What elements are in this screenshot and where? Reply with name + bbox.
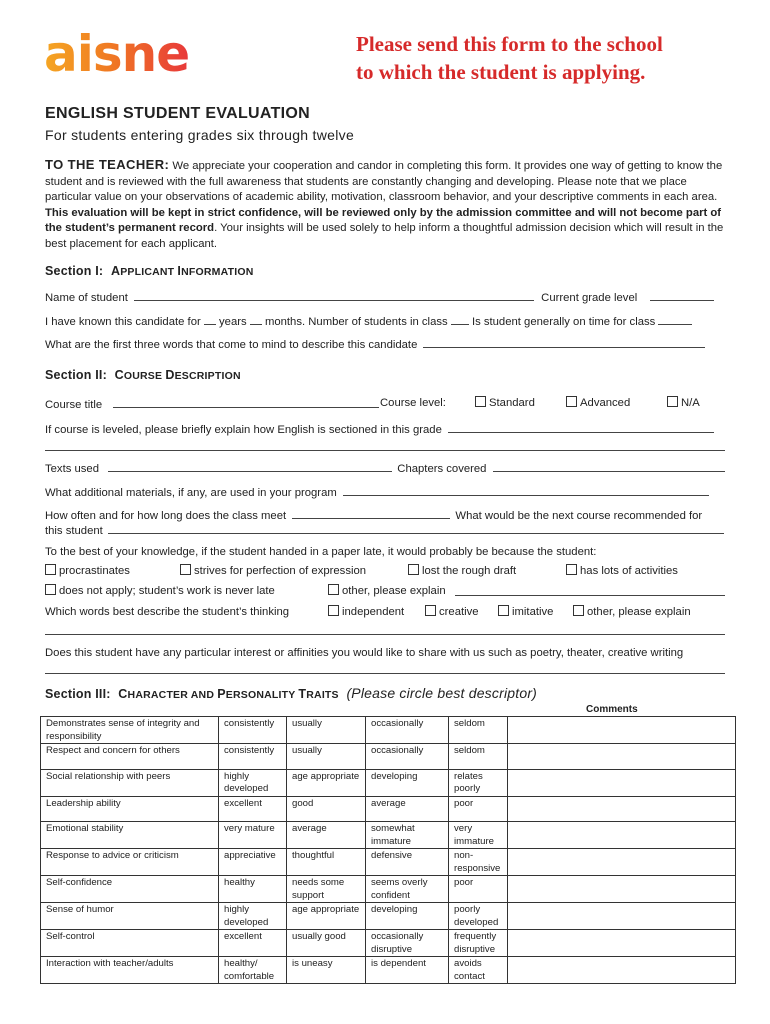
course-title-field[interactable]: [113, 396, 379, 408]
descriptor-option[interactable]: occasionally: [366, 717, 449, 744]
comment-cell[interactable]: [508, 744, 736, 770]
notice-line-2: to which the student is applying.: [356, 60, 646, 84]
descriptor-option[interactable]: occasionally disruptive: [366, 930, 449, 957]
circle-instruction: (Please circle best descriptor): [346, 685, 538, 701]
trait-row: [41, 903, 736, 930]
thinking-independent-checkbox[interactable]: [328, 605, 339, 616]
on-time-field[interactable]: [658, 313, 692, 325]
class-meeting-row: How often and for how long does the class meet What would be the next course recommended for: [45, 507, 725, 523]
grade-level-label: Current grade level: [541, 292, 638, 304]
section-2-heading: Section II: COURSE DESCRIPTION: [45, 368, 241, 382]
thinking-imitative-checkbox[interactable]: [498, 605, 509, 616]
descriptor-option[interactable]: age appropriate: [287, 903, 366, 930]
level-advanced-checkbox[interactable]: [566, 396, 577, 407]
procrastinates-checkbox[interactable]: [45, 564, 56, 575]
comment-cell[interactable]: [508, 957, 736, 984]
descriptor-option[interactable]: consistently: [219, 744, 287, 770]
descriptor-option[interactable]: developing: [366, 769, 449, 796]
descriptor-option[interactable]: poorly developed: [449, 903, 508, 930]
descriptor-option[interactable]: developing: [366, 903, 449, 930]
descriptor-option[interactable]: needs some support: [287, 876, 366, 903]
trait-row: [41, 876, 736, 903]
trait-label: Self-confidence: [41, 876, 219, 903]
descriptor-option[interactable]: seldom: [449, 744, 508, 770]
trait-label: Self-control: [41, 930, 219, 957]
descriptor-option[interactable]: is dependent: [366, 957, 449, 984]
comment-cell[interactable]: [508, 796, 736, 822]
level-standard-checkbox[interactable]: [475, 396, 486, 407]
trait-label: Emotional stability: [41, 822, 219, 849]
descriptor-option[interactable]: appreciative: [219, 849, 287, 876]
section-1-heading: Section I: APPLICANT INFORMATION: [45, 264, 254, 278]
teacher-note: TO THE TEACHER: We appreciate your cooperation and candor in completing this form. It provides one way of getting to know the student and is reviewed with the full awareness that students are constantly changing and developing. Please note that we place particular value on your observations of academic ability, motivation, classroom behavior, and your descriptive comments in each area. This evaluation will be kept in strict confidence, will be reviewed only by the admission committee and will not become part of the student’s permanent record. Your insights will be used solely to help inform a thoughtful admission decision which will result in the best placement for each applicant.: [45, 157, 724, 250]
comment-cell[interactable]: [508, 822, 736, 849]
descriptor-option[interactable]: age appropriate: [287, 769, 366, 796]
thinking-explain-line[interactable]: [45, 634, 725, 635]
student-name-field[interactable]: [134, 289, 534, 301]
interest-answer-line[interactable]: [45, 673, 725, 674]
trait-row: [41, 822, 736, 849]
descriptor-option[interactable]: defensive: [366, 849, 449, 876]
months-known-field[interactable]: [250, 313, 262, 325]
never-late-checkbox[interactable]: [45, 584, 56, 595]
years-known-field[interactable]: [204, 313, 216, 325]
trait-row: [41, 957, 736, 984]
logo-text: aisne: [44, 25, 190, 83]
thinking-other-checkbox[interactable]: [573, 605, 584, 616]
descriptor-option[interactable]: very immature: [449, 822, 508, 849]
level-na-checkbox[interactable]: [667, 396, 678, 407]
materials-field[interactable]: [343, 484, 709, 496]
trait-label: Demonstrates sense of integrity and responsibility: [41, 717, 219, 744]
leveled-row: If course is leveled, please briefly explain how English is sectioned in this grade: [45, 421, 725, 437]
aisne-logo: [44, 25, 204, 83]
trait-label: Response to advice or criticism: [41, 849, 219, 876]
descriptor-option[interactable]: poor: [449, 876, 508, 903]
descriptor-option[interactable]: healthy: [219, 876, 287, 903]
chapters-field[interactable]: [493, 460, 725, 472]
descriptor-option[interactable]: average: [366, 796, 449, 822]
descriptor-option[interactable]: occasionally: [366, 744, 449, 770]
comments-header: Comments: [586, 704, 638, 715]
grade-level-field[interactable]: [650, 289, 714, 301]
interest-question: Does this student have any particular interest or affinities you would like to share with us such as poetry, theater, creative writing: [45, 647, 684, 659]
next-course-field[interactable]: [108, 522, 724, 534]
descriptor-option[interactable]: usually good: [287, 930, 366, 957]
texts-used-field[interactable]: [108, 460, 392, 472]
descriptor-option[interactable]: usually: [287, 744, 366, 770]
student-name-label: Name of student: [45, 292, 128, 304]
class-size-field[interactable]: [451, 313, 469, 325]
three-words-field[interactable]: [423, 336, 705, 348]
trait-row: [41, 769, 736, 796]
trait-label: Social relationship with peers: [41, 769, 219, 796]
descriptor-option[interactable]: seldom: [449, 717, 508, 744]
descriptor-option[interactable]: consistently: [219, 717, 287, 744]
descriptor-option[interactable]: good: [287, 796, 366, 822]
descriptor-option[interactable]: healthy/ comfortable: [219, 957, 287, 984]
comment-cell[interactable]: [508, 849, 736, 876]
trait-row: [41, 796, 736, 822]
trait-row: [41, 930, 736, 957]
descriptor-option[interactable]: very mature: [219, 822, 287, 849]
trait-label: Interaction with teacher/adults: [41, 957, 219, 984]
late-question: To the best of your knowledge, if the student handed in a paper late, it would probably be because the student:: [45, 546, 597, 558]
late-other-checkbox[interactable]: [328, 584, 339, 595]
thinking-creative-checkbox[interactable]: [425, 605, 436, 616]
comment-cell[interactable]: [508, 717, 736, 744]
leveled-continuation-line[interactable]: [45, 450, 725, 451]
known-candidate-row: I have known this candidate for years months. Number of students in class Is student generally on time for class: [45, 313, 725, 329]
descriptor-option[interactable]: excellent: [219, 796, 287, 822]
descriptor-option[interactable]: avoids contact: [449, 957, 508, 984]
descriptor-option[interactable]: highly developed: [219, 903, 287, 930]
descriptor-option[interactable]: relates poorly: [449, 769, 508, 796]
descriptor-option[interactable]: highly developed: [219, 769, 287, 796]
leveled-field[interactable]: [448, 421, 714, 433]
trait-label: Leadership ability: [41, 796, 219, 822]
perfection-checkbox[interactable]: [180, 564, 191, 575]
confidentiality-statement: This evaluation will be kept in strict confidence, will be reviewed only by the admission committee and will not become part of the student’s permanent record: [45, 206, 722, 234]
section-3-heading: Section III: CHARACTER AND PERSONALITY TRAITS (Please circle best descriptor): [45, 685, 538, 701]
form-subtitle: For students entering grades six through twelve: [45, 127, 355, 143]
materials-row: What additional materials, if any, are used in your program: [45, 484, 725, 500]
lost-draft-checkbox[interactable]: [408, 564, 419, 575]
trait-row: [41, 717, 736, 744]
descriptor-option[interactable]: seems overly confident: [366, 876, 449, 903]
trait-label: Respect and concern for others: [41, 744, 219, 770]
descriptor-option[interactable]: excellent: [219, 930, 287, 957]
three-words-row: What are the first three words that come to mind to describe this candidate: [45, 336, 725, 352]
teacher-note-lead: TO THE TEACHER: [45, 157, 165, 172]
trait-row: [41, 744, 736, 770]
comment-cell[interactable]: [508, 769, 736, 796]
student-name-row: [45, 289, 725, 305]
descriptor-option[interactable]: non-responsive: [449, 849, 508, 876]
form-title: ENGLISH STUDENT EVALUATION: [45, 105, 310, 122]
comment-cell[interactable]: [508, 930, 736, 957]
comment-cell[interactable]: [508, 903, 736, 930]
descriptor-option[interactable]: somewhat immature: [366, 822, 449, 849]
teacher-note-text: We appreciate your cooperation and candor in completing this form. It provides one way of getting to know the student and is reviewed with the full awareness that students are constantly changing and developing. Please note that we place particular value on your observations of academic ability, motivation, classroom behavior, and your descriptive comments in each area.: [45, 160, 723, 203]
next-course-row: this student: [45, 522, 725, 538]
traits-table: [40, 716, 736, 984]
class-meeting-field[interactable]: [292, 507, 450, 519]
activities-checkbox[interactable]: [566, 564, 577, 575]
late-other-field[interactable]: [455, 584, 725, 596]
descriptor-option[interactable]: thoughtful: [287, 849, 366, 876]
descriptor-option[interactable]: usually: [287, 717, 366, 744]
trait-row: [41, 849, 736, 876]
descriptor-option[interactable]: average: [287, 822, 366, 849]
course-title-row: Course title Course level: Standard Advanced N/A: [45, 397, 700, 411]
descriptor-option[interactable]: is uneasy: [287, 957, 366, 984]
trait-label: Sense of humor: [41, 903, 219, 930]
send-notice: [356, 30, 756, 86]
descriptor-option[interactable]: frequently disruptive: [449, 930, 508, 957]
notice-line-1: Please send this form to the school: [356, 32, 663, 56]
comment-cell[interactable]: [508, 876, 736, 903]
texts-row: Texts used Chapters covered: [45, 460, 725, 476]
descriptor-option[interactable]: poor: [449, 796, 508, 822]
